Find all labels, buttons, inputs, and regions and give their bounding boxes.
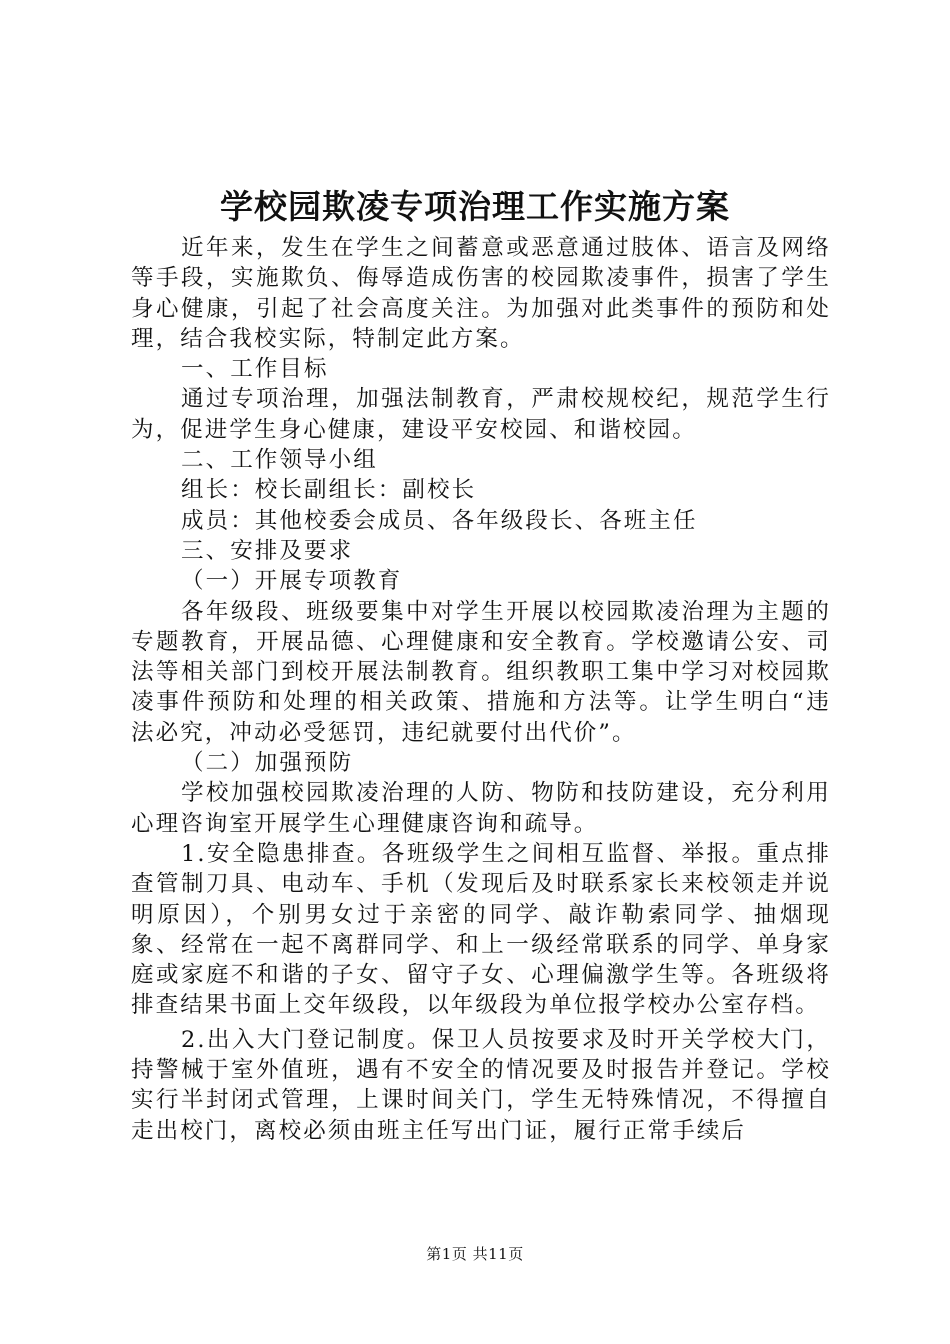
- paragraph-group-members: 成员：其他校委会成员、各年级段长、各班主任: [181, 507, 698, 534]
- paragraph-group-leader: 组长：校长副组长：副校长: [181, 477, 477, 504]
- paragraph-gate-registration: 2.出入大门登记制度。保卫人员按要求及时开关学校大门，持警械于室外值班，遇有不安全的情况要及时报告并登记。学校实行半封闭式管理，上课时间关门，学生无特殊情况，不得擅自走出校门，离校必须由班主任写出门证，履行正常手续后: [131, 1026, 831, 1144]
- document-body: [131, 233, 831, 1146]
- paragraph-intro: 近年来，发生在学生之间蓄意或恶意通过肢体、语言及网络等手段，实施欺负、侮辱造成伤害的校园欺凌事件，损害了学生身心健康，引起了社会高度关注。为加强对此类事件的预防和处理，结合我校实际，特制定此方案。: [131, 235, 831, 352]
- heading-leadership-group: 二、工作领导小组: [181, 447, 378, 474]
- document-title: 学校园欺凌专项治理工作实施方案: [220, 187, 730, 226]
- subheading-special-education: （一）开展专项教育: [181, 568, 403, 595]
- heading-work-goal: 一、工作目标: [181, 356, 329, 383]
- subheading-prevention: （二）加强预防: [181, 750, 354, 777]
- paragraph-safety-check: 1.安全隐患排查。各班级学生之间相互监督、举报。重点排查管制刀具、电动车、手机（发现后及时联系家长来校领走并说明原因），个别男女过于亲密的同学、敲诈勒索同学、抽烟现象、经常在一起不离群同学、和上一级经常联系的同学、单身家庭或家庭不和谐的子女、留守子女、心理偏激学生等。各班级将排查结果书面上交年级段，以年级段为单位报学校办公室存档。: [131, 840, 831, 1019]
- paragraph-prevention: 学校加强校园欺凌治理的人防、物防和技防建设，充分利用心理咨询室开展学生心理健康咨询和疏导。: [131, 780, 831, 837]
- page-number-footer: 第1页 共11页: [426, 1245, 524, 1263]
- heading-arrangements: 三、安排及要求: [181, 537, 354, 564]
- paragraph-work-goal: 通过专项治理，加强法制教育，严肃校规校纪，规范学生行为，促进学生身心健康，建设平安校园、和谐校园。: [131, 386, 831, 443]
- paragraph-special-education: 各年级段、班级要集中对学生开展以校园欺凌治理为主题的专题教育，开展品德、心理健康和安全教育。学校邀请公安、司法等相关部门到校开展法制教育。组织教职工集中学习对校园欺凌事件预防和处理的相关政策、措施和方法等。让学生明白“违法必究，冲动必受惩罚，违纪就要付出代价”。: [131, 598, 831, 746]
